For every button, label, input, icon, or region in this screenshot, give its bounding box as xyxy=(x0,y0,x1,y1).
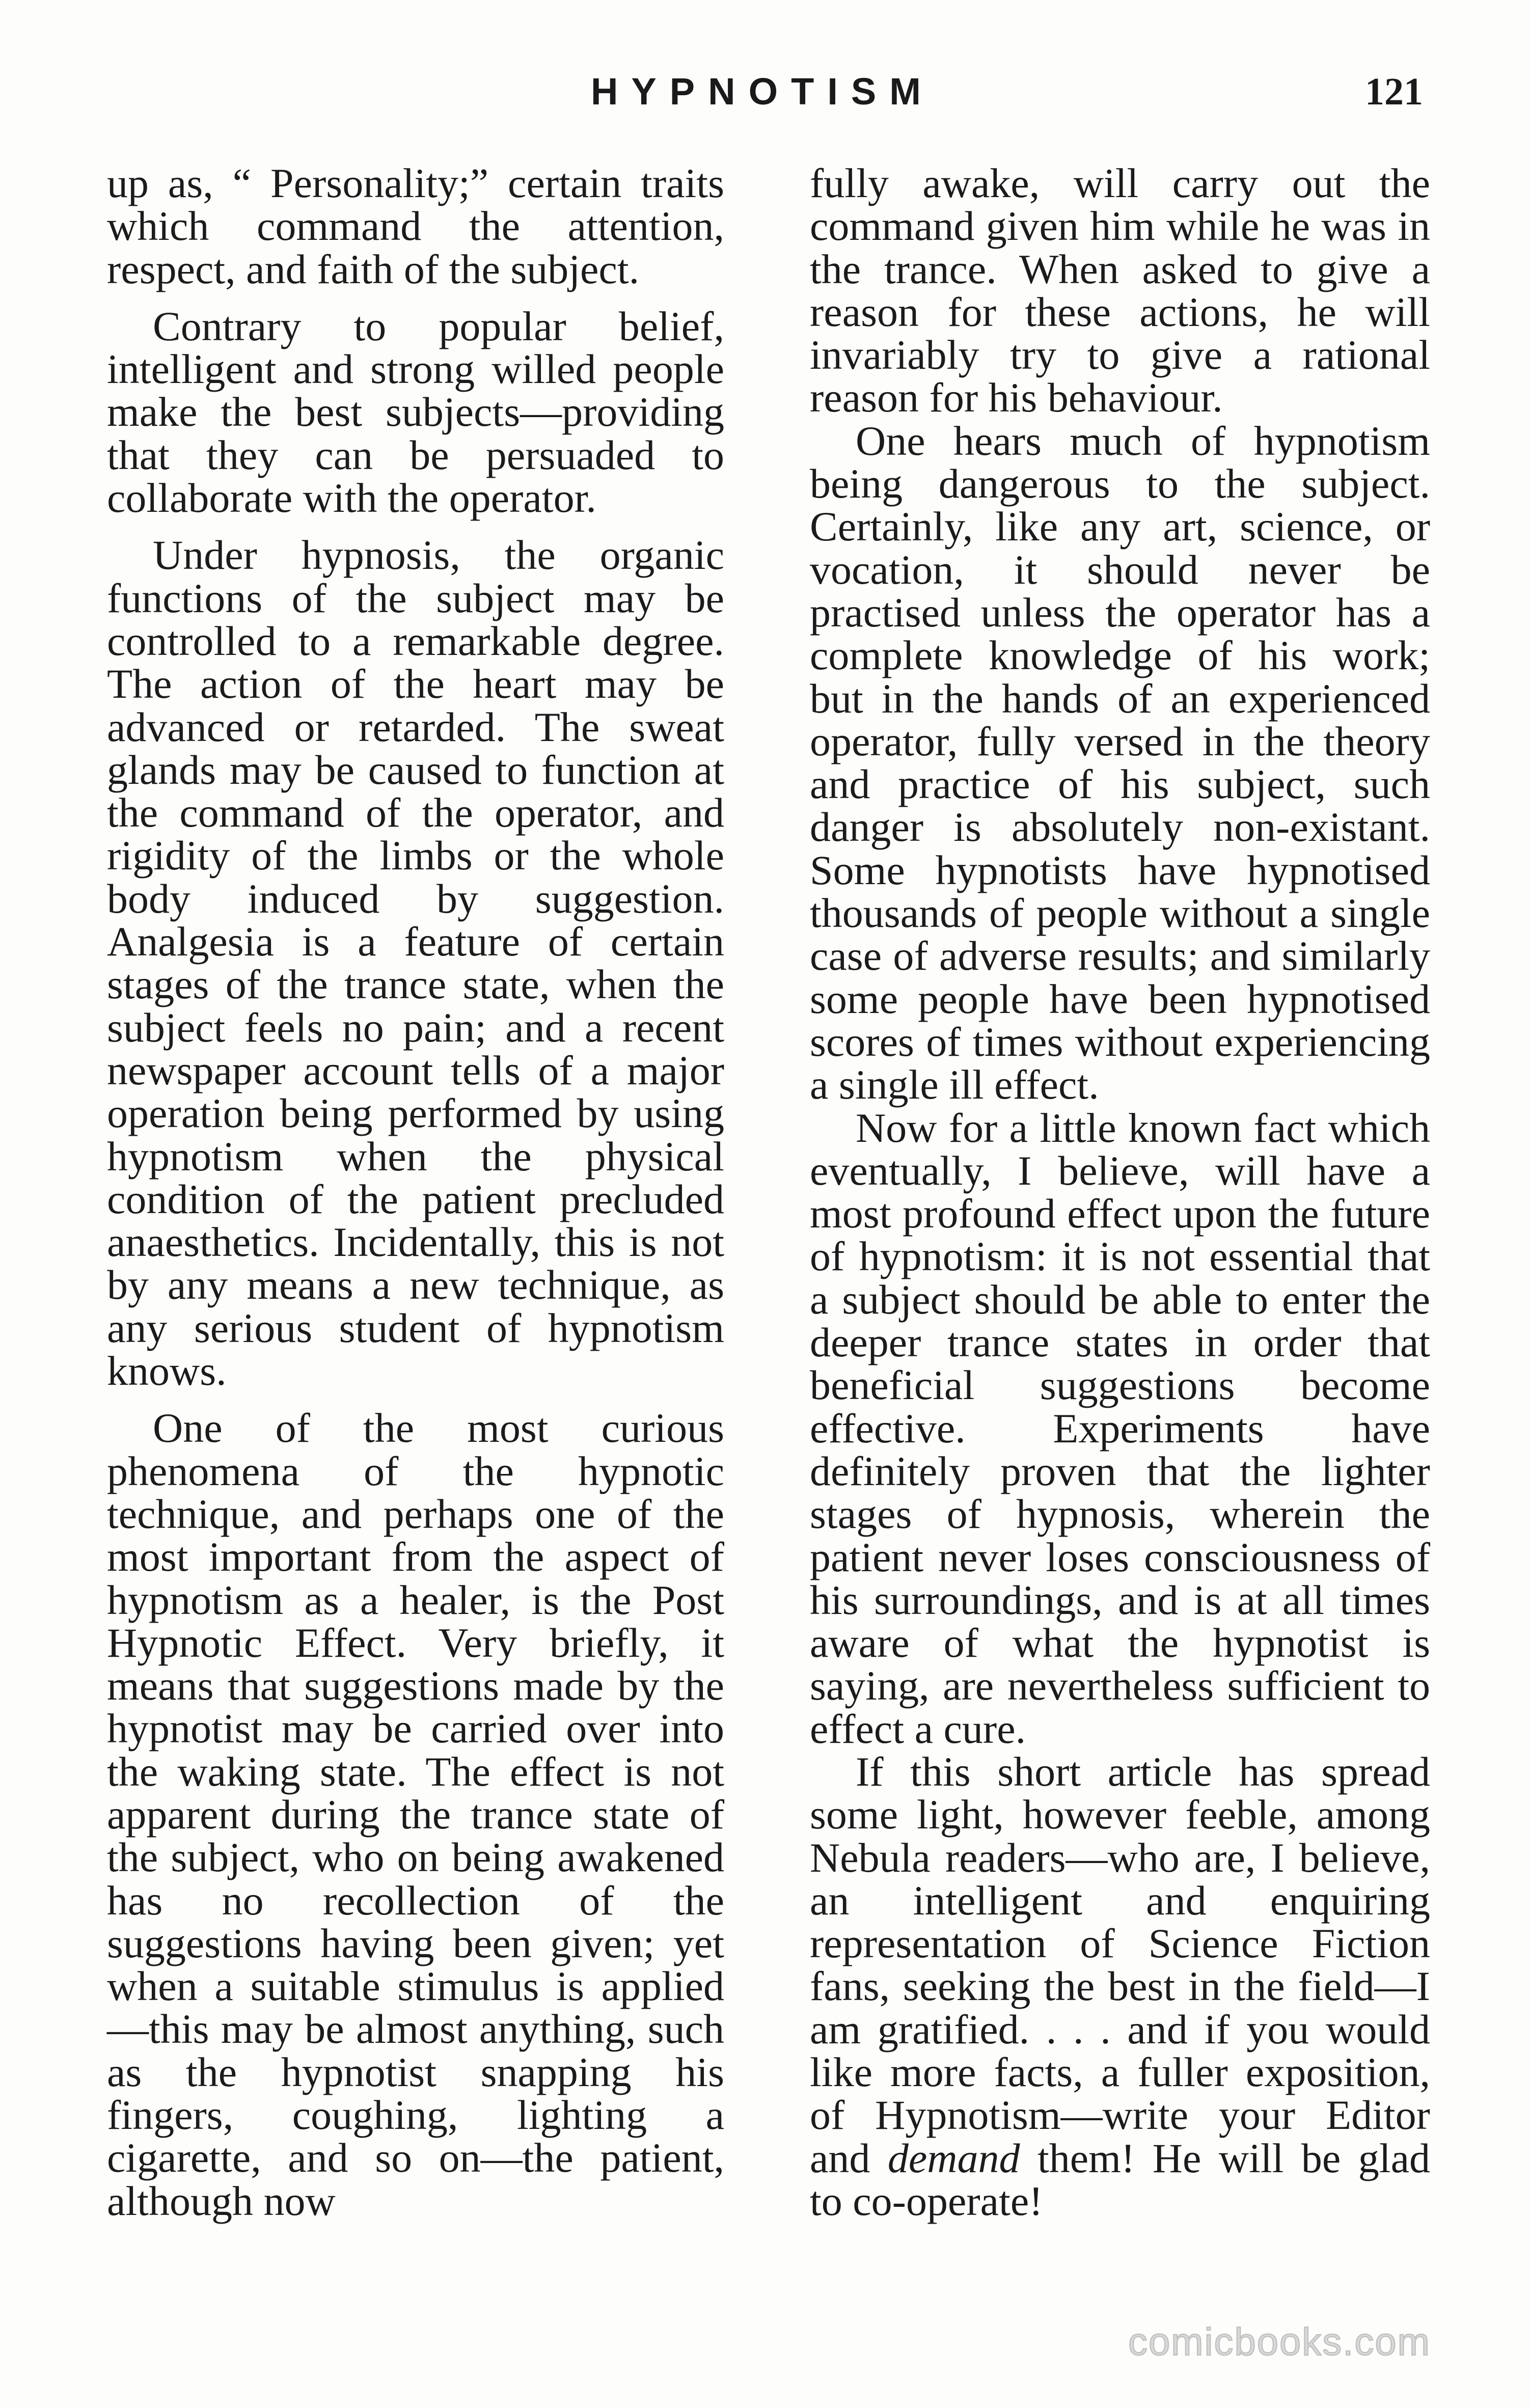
closing-text-end: them! He will be glad to co-operate! xyxy=(810,2135,1430,2224)
left-column xyxy=(107,162,724,2223)
running-head xyxy=(0,66,1530,127)
paragraph-closing xyxy=(810,1750,1430,2223)
right-column xyxy=(810,162,1430,2223)
closing-text: If this short article has spread some light, however feeble, among Nebula readers—who are, I believe, an intelligent and enquiring representation of Science Fiction fans, seeking the best in the field—I am gratified. . . . and if you would like more facts, a fuller exposition, of Hypnotism—write your Editor and xyxy=(810,1748,1430,2181)
paragraph: fully awake, will carry out the command given him while he was in the trance. When asked to give a reason for these actions, he will invariably try to give a rational reason for his behaviour. xyxy=(810,160,1430,421)
page-number: 121 xyxy=(1365,70,1423,113)
paragraph: Now for a little known fact which eventually, I believe, will have a most profound effect upon the future of hypnotism: it is not essential that a subject should be able to enter the deeper trance states in order that beneficial suggestions become effective. Experiments have definitely proven that the lighter stages of hypnosis, wherein the patient never loses consciousness of his surroundings, and is at all times aware of what the hypnotist is saying, are nevertheless sufficient to effect a cure. xyxy=(810,1104,1430,1752)
emphasis-word: demand xyxy=(887,2135,1020,2181)
paragraph: One hears much of hypnotism being dangerous to the subject. Certainly, like any art, science, or vocation, it should never be practised unless the operator has a complete knowledge of his work; but in the hands of an experienced operator, fully versed in the theory and practice of his subject, such danger is absolutely non-existant. Some hypnotists have hypnotised thousands of people without a single case of adverse results; and similarly some people have been hypnotised scores of times without experiencing a single ill effect. xyxy=(810,417,1430,1108)
paragraph: up as, “ Personality;” certain traits which command the attention, respect, and faith of the subject. xyxy=(107,160,724,292)
paragraph: Under hypnosis, the organic functions of the subject may be controlled to a remarkable degree. The action of the heart may be advanced or retarded. The sweat glands may be caused to function at the command of the operator, and rigidity of the limbs or the whole body induced by suggestion. Analgesia is a feature of certain stages of the trance state, when the subject feels no pain; and a recent newspaper account tells of a major operation being performed by using hypnotism when the physical condition of the patient precluded anaesthetics. Incidentally, this is not by any means a new technique, as any serious student of hypnotism knows. xyxy=(107,532,724,1394)
paragraph: One of the most curious phenomena of the hypnotic technique, and perhaps one of the most important from the aspect of hypnotism as a healer, is the Post Hypnotic Effect. Very briefly, it means that suggestions made by the hypnotist may be carried over into the waking state. The effect is not apparent during the trance state of the subject, who on being awakened has no recollection of the suggestions having been given; yet when a suitable stimulus is applied—this may be almost anything, such as the hypnotist snapping his fingers, coughing, lighting a cigarette, and so on—the patient, although now xyxy=(107,1405,724,2224)
paragraph: Contrary to popular belief, intelligent and strong willed people make the best subjects—providing that they can be persuaded to collaborate with the operator. xyxy=(107,303,724,522)
running-title: HYPNOTISM xyxy=(591,70,934,113)
watermark: comicbooks.com xyxy=(1128,2320,1431,2364)
